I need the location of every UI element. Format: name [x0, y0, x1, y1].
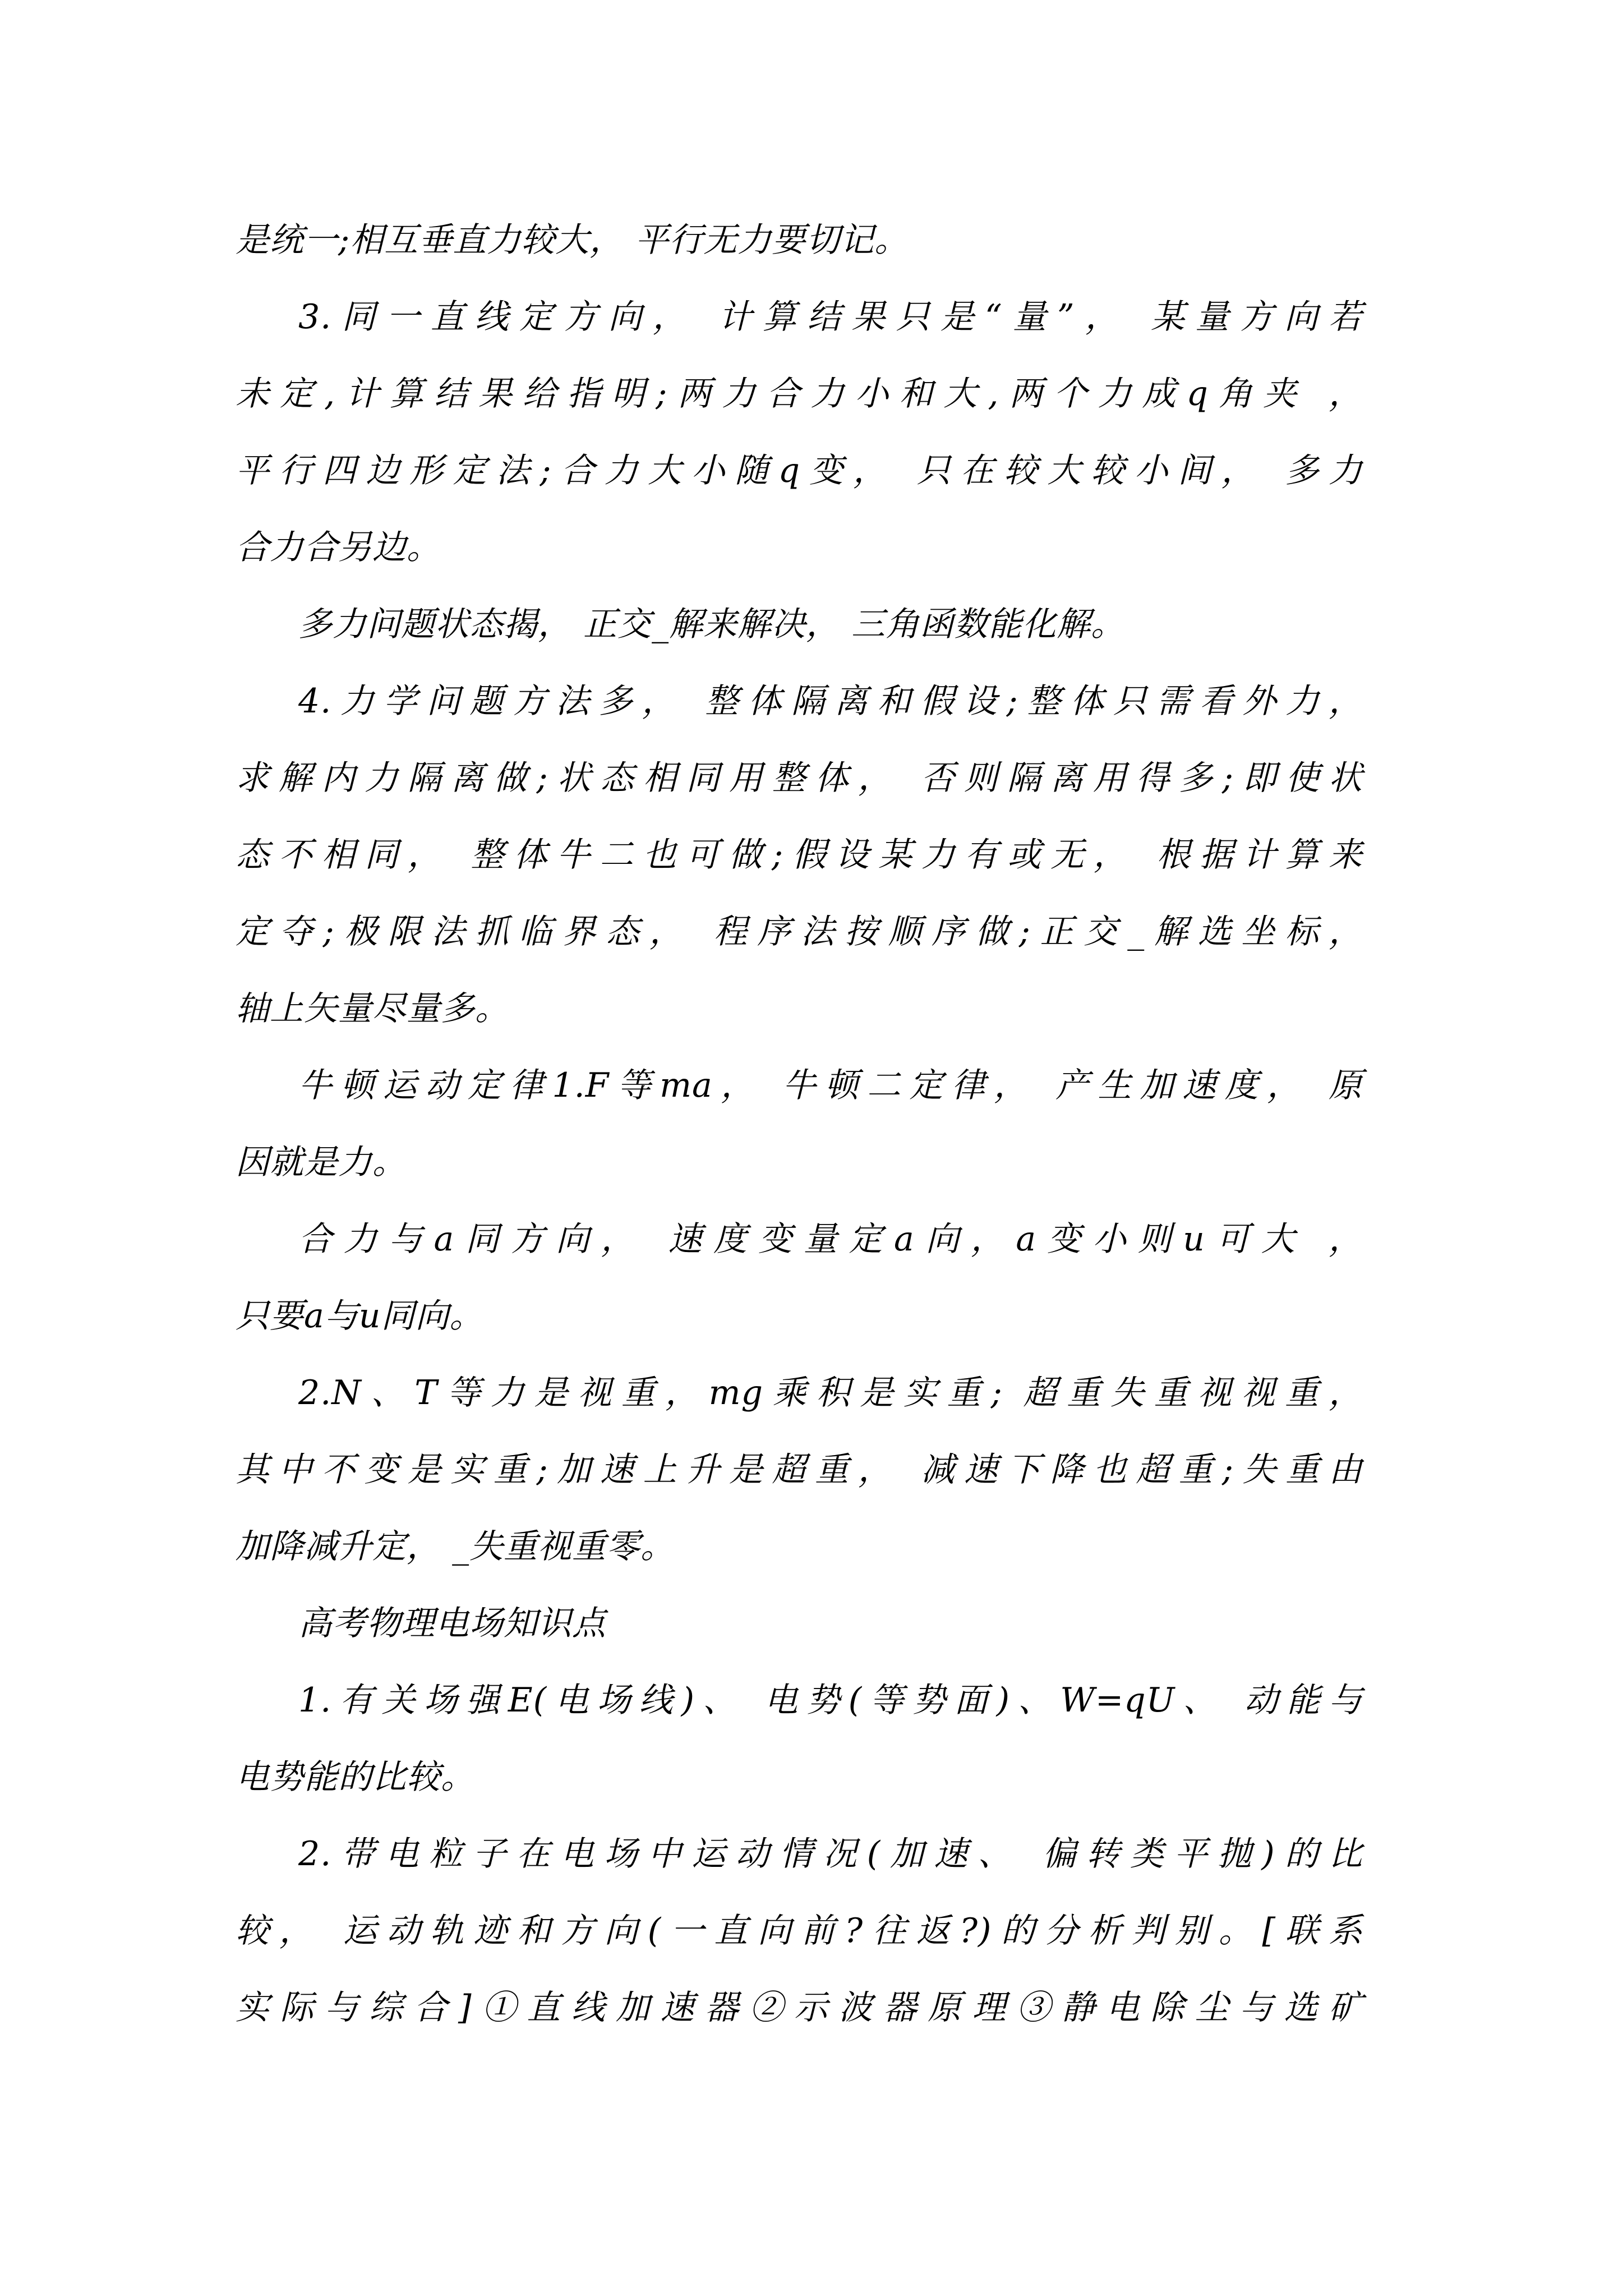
text-line: 实际与综合]①直线加速器②示波器原理③静电除尘与选矿	[236, 1988, 1363, 2027]
text-line: 其中不变是实重;加速上升是超重， 减速下降也超重;失重由	[236, 1450, 1363, 1489]
text-line: 电势能的比较。	[236, 1757, 475, 1797]
text-line: 加降减升定， _失重视重零。	[236, 1527, 675, 1566]
text-line: 合力合另边。	[236, 528, 441, 567]
text-line: 平行四边形定法;合力大小随q变， 只在较大较小间， 多力	[236, 451, 1363, 490]
text-line: 定夺;极限法抓临界态， 程序法按顺序做;正交_解选坐标，	[236, 912, 1363, 951]
text-line: 求解内力隔离做;状态相同用整体， 否则隔离用得多;即使状	[236, 758, 1363, 798]
text-line: 只要a与u同向。	[236, 1296, 484, 1336]
text-line: 2.N、T等力是视重，mg乘积是实重; 超重失重视视重，	[298, 1373, 1363, 1412]
text-line: 合力与a同方向， 速度变量定a向，a变小则u可大 ，	[298, 1220, 1363, 1259]
text-line: 牛顿运动定律1.F等ma， 牛顿二定律， 产生加速度， 原	[298, 1066, 1363, 1105]
text-line: 态不相同， 整体牛二也可做;假设某力有或无， 根据计算来	[236, 835, 1363, 875]
text-line: 2.带电粒子在电场中运动情况(加速、 偏转类平抛)的比	[298, 1834, 1363, 1874]
text-line: 因就是力。	[236, 1143, 407, 1182]
text-line: 轴上矢量尽量多。	[236, 989, 509, 1028]
text-line: 高考物理电场知识点	[298, 1604, 606, 1643]
text-line: 未定,计算结果给指明;两力合力小和大,两个力成q角夹 ，	[236, 374, 1363, 413]
text-line: 是统一;相互垂直力较大， 平行无力要切记。	[236, 220, 909, 260]
text-line: 1.有关场强E(电场线)、 电势(等势面)、W=qU、 动能与	[298, 1681, 1363, 1720]
document-body	[236, 202, 1363, 2046]
text-line: 较， 运动轨迹和方向(一直向前?往返?)的分析判别。[联系	[236, 1911, 1363, 1950]
text-line: 3.同一直线定方向， 计算结果只是“量”， 某量方向若	[298, 297, 1363, 337]
text-line: 多力问题状态揭， 正交_解来解决， 三角函数能化解。	[298, 605, 1126, 644]
text-line: 4.力学问题方法多， 整体隔离和假设;整体只需看外力，	[298, 682, 1363, 721]
